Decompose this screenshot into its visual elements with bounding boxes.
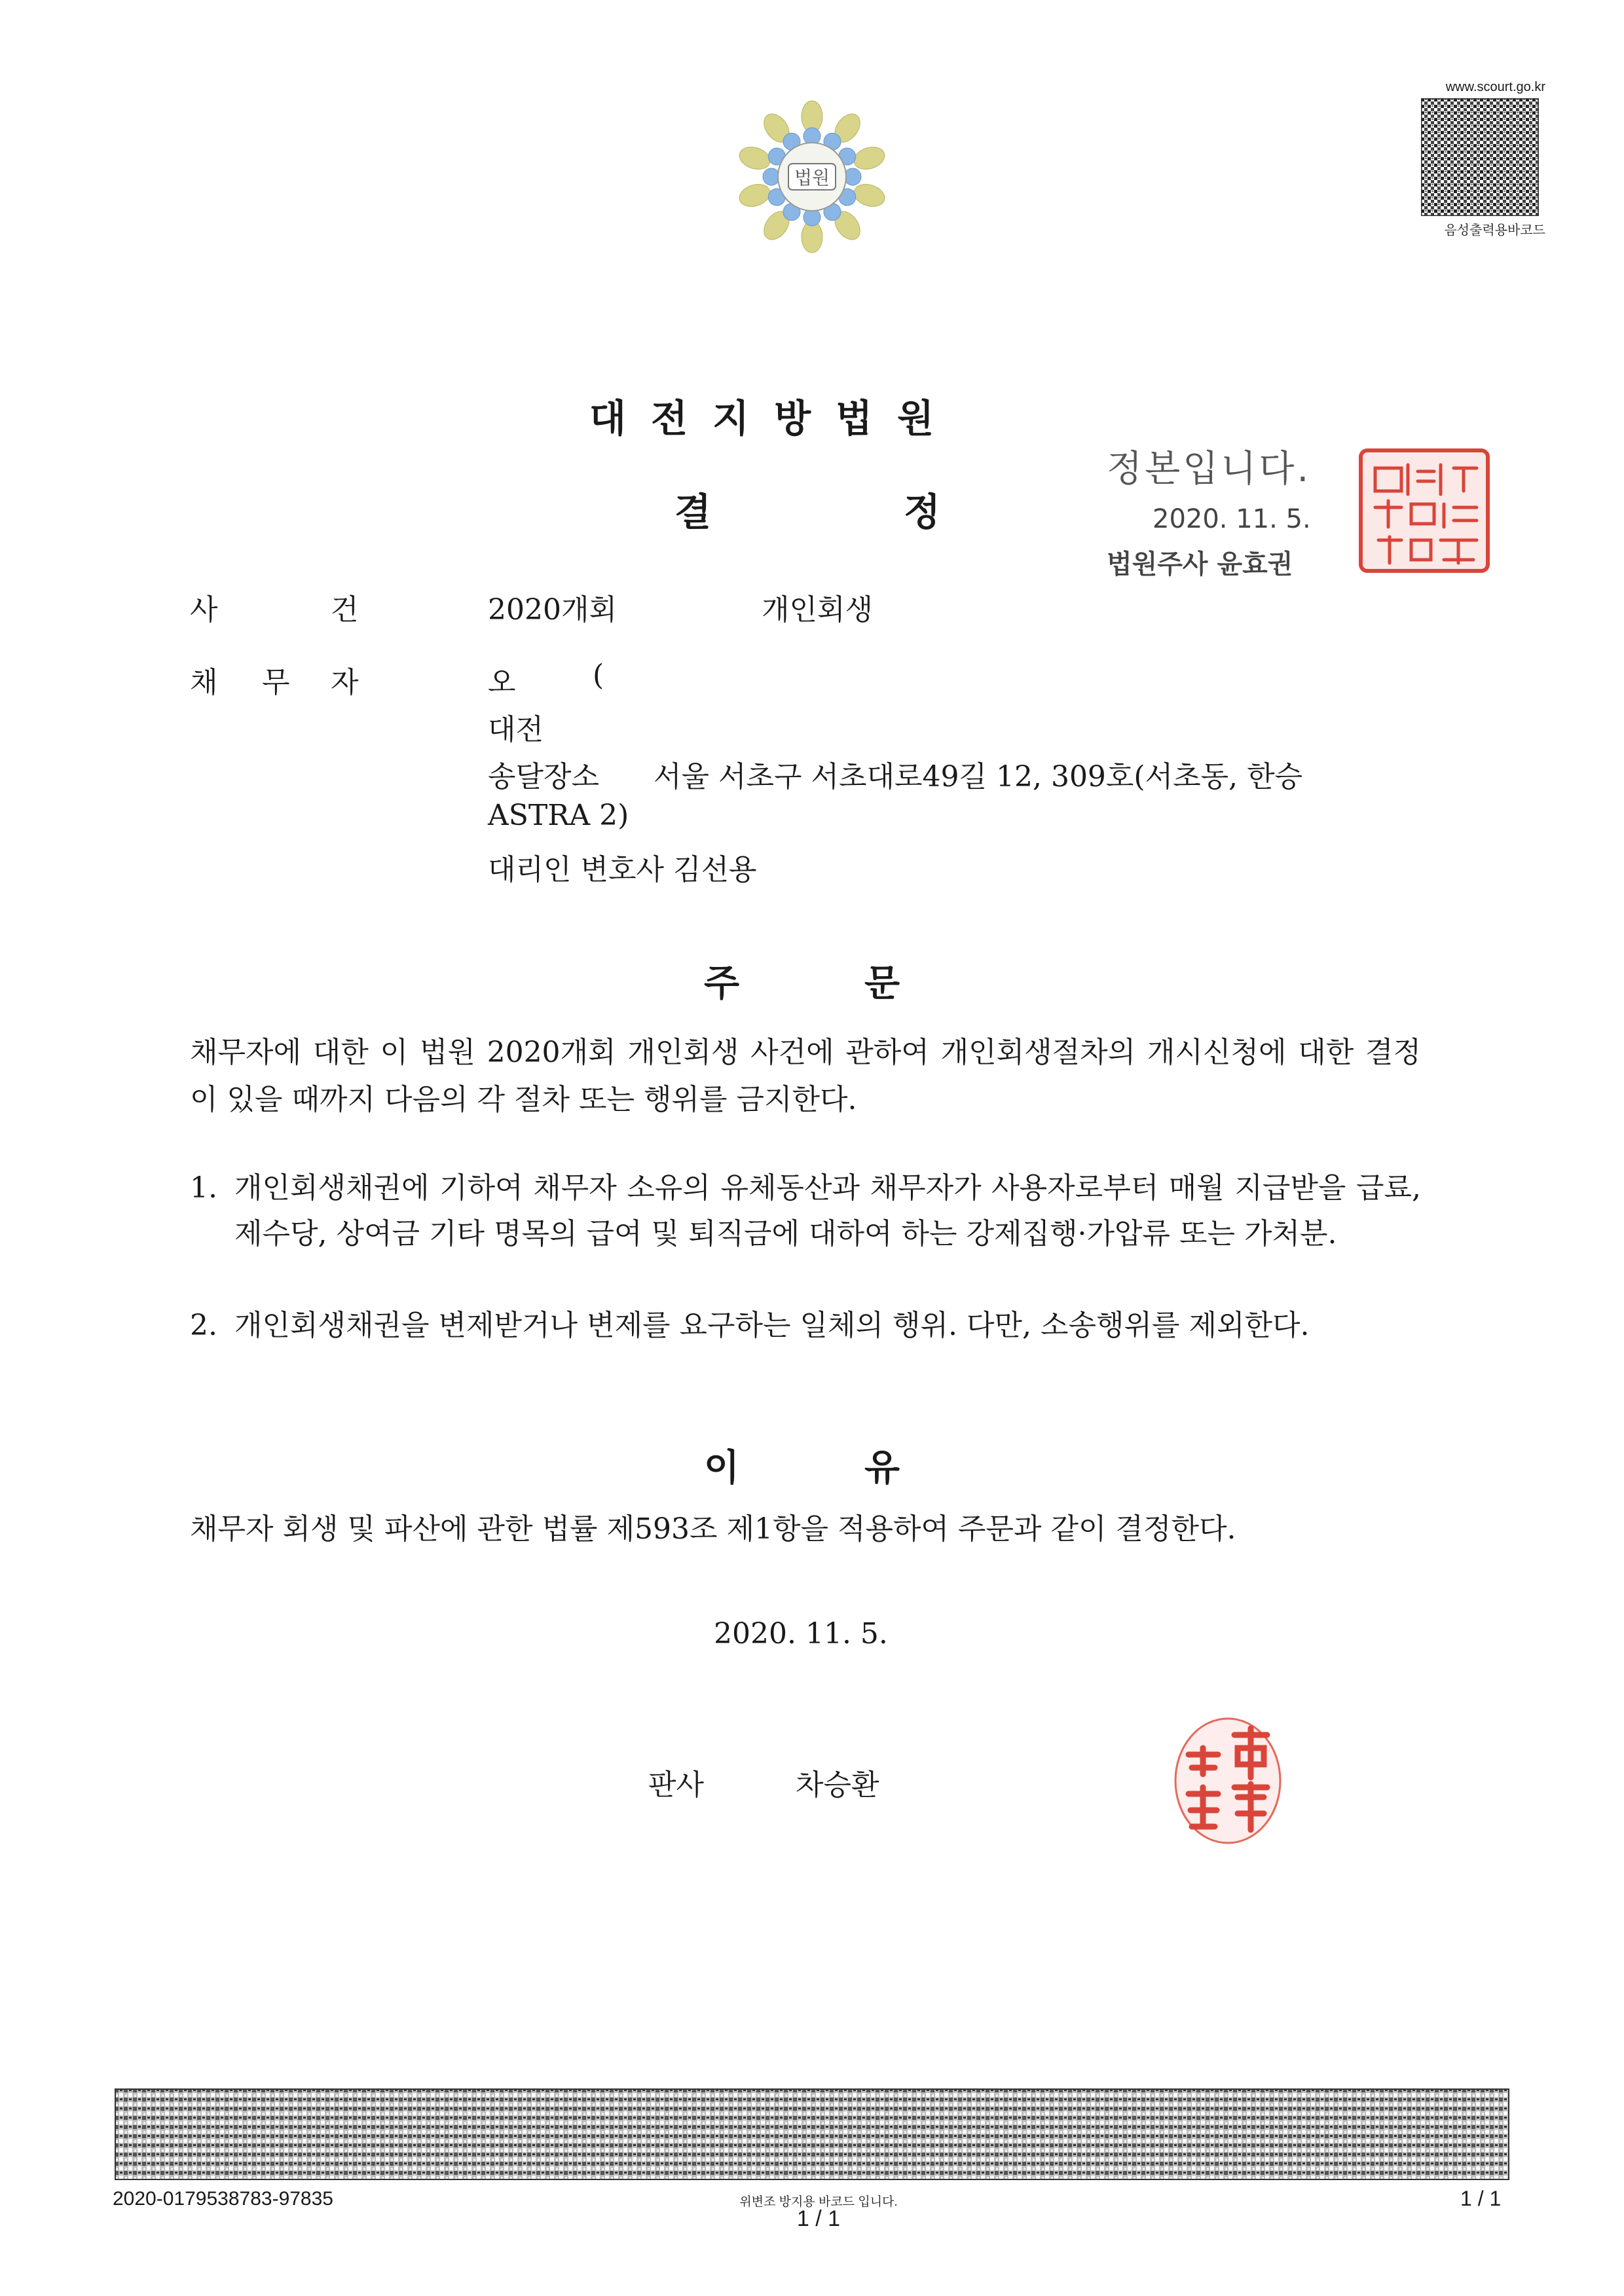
case-number: 2020개회 — [488, 593, 617, 627]
legal-agent: 대리인 변호사 김선용 — [488, 853, 757, 886]
debtor-address: 대전 — [488, 713, 544, 746]
order-item-number: 1. — [190, 1171, 217, 1205]
page-indicator-center: 1 / 1 — [796, 2206, 841, 2231]
decision-date: 2020. 11. 5. — [714, 1617, 888, 1650]
anti-forgery-note: 위변조 방지용 바코드 입니다. — [739, 2195, 898, 2209]
page-indicator-right: 1 / 1 — [1460, 2187, 1502, 2210]
document-issue-number: 2020-0179538783-97835 — [113, 2188, 333, 2210]
voice-barcode-icon — [1421, 98, 1539, 216]
order-heading-char-1: 주 — [704, 962, 740, 1005]
delivery-address: 서울 서초구 서초대로49길 12, 309호(서초동, 한승 — [654, 760, 1303, 793]
court-emblem-icon — [733, 98, 891, 255]
reason-heading-char-1: 이 — [704, 1446, 740, 1489]
order-item — [190, 1303, 1421, 1349]
anti-forgery-barcode-icon — [115, 2088, 1509, 2180]
debtor-label-char-3: 자 — [331, 666, 359, 699]
reason-heading-char-2: 유 — [864, 1446, 900, 1489]
order-item-text: 개인회생채권을 변제받거나 변제를 요구하는 일체의 행위. 다만, 소송행위를 제외한다. — [234, 1309, 1310, 1342]
court-emblem-text: 법원 — [794, 167, 830, 189]
order-body: 채무자에 대한 이 법원 2020개회 개인회생 사건에 관하여 개인회생절차의 개시신청에 대한 결정이 있을 때까지 다음의 각 절차 또는 행위를 금지한다. — [190, 1036, 1421, 1116]
voice-barcode-label: 음성출력용바코드 — [1444, 223, 1545, 238]
case-label-char-2: 건 — [331, 593, 359, 627]
delivery-place-label: 송달장소 — [488, 760, 600, 793]
judge-label: 판사 — [648, 1768, 705, 1802]
court-clerk-seal-icon — [1356, 445, 1493, 576]
case-type: 개인회생 — [762, 593, 874, 627]
debtor-name: 오 — [488, 666, 516, 699]
order-item-number: 2. — [190, 1309, 217, 1342]
debtor-label-char-2: 무 — [262, 666, 290, 699]
court-url: www.scourt.go.kr — [1445, 80, 1545, 94]
judge-seal-icon — [1172, 1715, 1283, 1846]
judge-name: 차승환 — [796, 1768, 879, 1802]
case-label-char-1: 사 — [190, 593, 218, 627]
document-type-char-2: 정 — [904, 490, 941, 534]
delivery-address-line-2: ASTRA 2) — [488, 799, 629, 832]
certified-date: 2020. 11. 5. — [1153, 504, 1311, 534]
order-item — [190, 1165, 1421, 1257]
certified-copy-stamp: 정본입니다. — [1107, 448, 1312, 490]
court-name: 대전지방법원 — [589, 396, 959, 441]
debtor-label-char-1: 채 — [190, 666, 218, 699]
order-heading-char-2: 문 — [864, 962, 900, 1005]
reason-body: 채무자 회생 및 파산에 관한 법률 제593조 제1항을 적용하여 주문과 같이 결정한다. — [190, 1512, 1236, 1546]
order-item-text: 개인회생채권에 기하여 채무자 소유의 유체동산과 채무자가 사용자로부터 매월 지급받을 급료, 제수당, 상여금 기타 명목의 급여 및 퇴직금에 대하여 하는 강제집행·가압류 또는 가처분. — [234, 1171, 1421, 1250]
debtor-id-paren: ( — [593, 659, 604, 692]
certified-clerk: 법원주사 윤효권 — [1107, 549, 1293, 579]
document-type-char-1: 결 — [674, 490, 712, 534]
